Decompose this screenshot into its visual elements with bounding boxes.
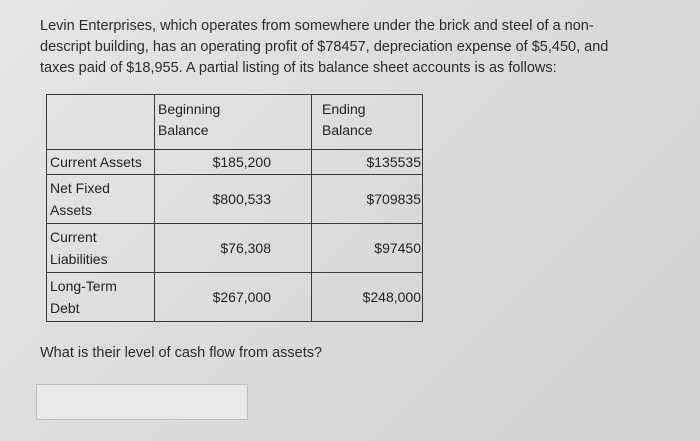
header-text: Beginning <box>158 101 221 117</box>
row-label <box>47 150 155 175</box>
question-text: What is their level of cash flow from assets? <box>40 345 323 361</box>
header-text: Ending <box>322 101 366 117</box>
balance-sheet-table <box>46 94 423 322</box>
problem-line: Levin Enterprises, which operates from somewhere under the brick and steel of a non- <box>40 18 594 34</box>
row-label-text: Current <box>50 229 97 245</box>
header-ending-balance <box>312 95 423 150</box>
table-row <box>47 273 423 322</box>
row-label-text: Assets <box>50 202 93 218</box>
problem-line: descript building, has an operating profit of $78457, depreciation expense of $5,450, and <box>40 39 609 55</box>
ending-value: $248,000 <box>312 273 423 322</box>
row-label <box>47 175 155 224</box>
ending-value: $709835 <box>312 175 423 224</box>
header-empty-cell <box>47 95 155 150</box>
row-label-text: Long-Term <box>50 278 117 294</box>
row-label-text: Debt <box>50 300 80 316</box>
table-row <box>47 175 423 224</box>
table-header-row <box>47 95 423 150</box>
row-label-text: Liabilities <box>50 251 108 267</box>
ending-value: $97450 <box>312 224 423 273</box>
table-row <box>47 224 423 273</box>
row-label <box>47 273 155 322</box>
beginning-value: $267,000 <box>155 273 312 322</box>
problem-line: taxes paid of $18,955. A partial listing of its balance sheet accounts is as follows: <box>40 60 557 76</box>
beginning-value: $76,308 <box>155 224 312 273</box>
header-text: Balance <box>158 122 209 138</box>
beginning-value: $185,200 <box>155 150 312 175</box>
row-label-text: Net Fixed <box>50 180 110 196</box>
ending-value: $135535 <box>312 150 423 175</box>
header-text: Balance <box>322 122 373 138</box>
problem-statement <box>40 16 680 79</box>
row-label <box>47 224 155 273</box>
beginning-value: $800,533 <box>155 175 312 224</box>
table-row <box>47 150 423 175</box>
row-label-text: Current Assets <box>50 154 142 170</box>
header-beginning-balance <box>155 95 312 150</box>
answer-input[interactable] <box>36 384 248 420</box>
